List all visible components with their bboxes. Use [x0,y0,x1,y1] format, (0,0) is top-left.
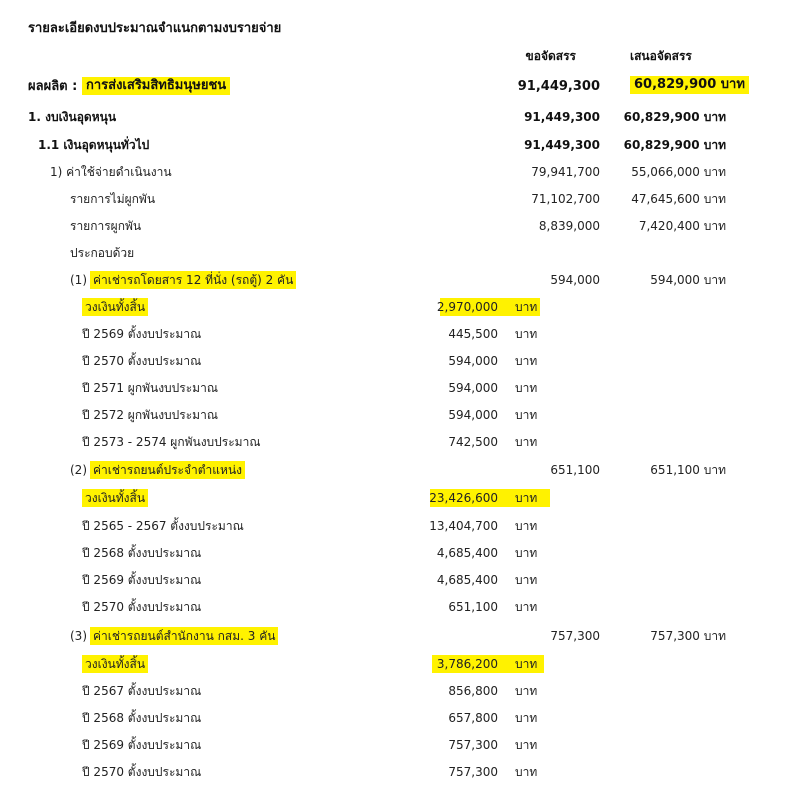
year-label: ปี 2570 ตั้งงบประมาณ [82,600,202,614]
year-amount: 757,300 [448,765,498,779]
item-prefix: (3) [70,629,87,643]
binding-label: รายการผูกพัน [70,219,142,233]
baht-unit: บาท [515,408,538,422]
year-label: ปี 2569 ตั้งงบประมาณ [82,573,202,587]
product-request: 91,449,300 [517,79,600,94]
operating-request: 79,941,700 [531,165,600,179]
year-amount: 651,100 [448,600,498,614]
non-binding-request: 71,102,700 [531,192,600,206]
invest-request: 91,449,300 [524,110,600,124]
year-label: ปี 2570 ตั้งงบประมาณ [82,765,202,779]
general-label: 1.1 เงินอุดหนุนทั่วไป [38,138,150,152]
non-binding-propose: 47,645,600 บาท [631,192,726,206]
year-amount: 594,000 [448,354,498,368]
baht-unit: บาท [515,491,538,505]
item-request: 757,300 [550,629,600,643]
general-propose: 60,829,900 บาท [623,138,726,152]
item-total-label: วงเงินทั้งสิ้น [82,655,148,673]
baht-unit: บาท [515,381,538,395]
item-propose: 651,100 บาท [650,463,726,477]
item-total-label: วงเงินทั้งสิ้น [82,298,148,316]
item-propose: 594,000 บาท [650,273,726,287]
year-amount: 856,800 [448,684,498,698]
page-title: รายละเอียดงบประมาณจำแนกตามงบรายจ่าย [28,21,282,36]
item-request: 651,100 [550,463,600,477]
year-amount: 742,500 [448,435,498,449]
baht-unit: บาท [515,546,538,560]
year-label: ปี 2572 ผูกพันงบประมาณ [82,408,218,422]
year-amount: 4,685,400 [436,546,498,560]
baht-unit: บาท [515,684,538,698]
invest-propose: 60,829,900 บาท [623,110,726,124]
item-total-label: วงเงินทั้งสิ้น [82,489,148,507]
year-amount: 4,685,400 [436,573,498,587]
consists-label: ประกอบด้วย [70,246,135,260]
item-total-amount: 3,786,200 [436,657,498,671]
baht-unit: บาท [515,765,538,779]
operating-propose: 55,066,000 บาท [631,165,726,179]
baht-unit: บาท [515,573,538,587]
year-label: ปี 2570 ตั้งงบประมาณ [82,354,202,368]
invest-label: 1. งบเงินอุดหนุน [28,110,117,124]
year-label: ปี 2569 ตั้งงบประมาณ [82,738,202,752]
item-name: ค่าเช่ารถโดยสาร 12 ที่นั่ง (รถตู้) 2 คัน [90,271,296,289]
baht-unit: บาท [515,711,538,725]
product-label: ผลผลิต : [28,79,78,94]
general-request: 91,449,300 [524,138,600,152]
non-binding-label: รายการไม่ผูกพัน [70,192,156,206]
year-amount: 757,300 [448,738,498,752]
item-propose: 757,300 บาท [650,629,726,643]
year-amount: 657,800 [448,711,498,725]
item-name: ค่าเช่ารถยนต์ประจำตำแหน่ง [90,461,245,479]
item-prefix: (1) [70,273,87,287]
baht-unit: บาท [515,600,538,614]
year-amount: 445,500 [448,327,498,341]
item-name: ค่าเช่ารถยนต์สำนักงาน กสม. 3 คัน [90,627,278,645]
binding-request: 8,839,000 [538,219,600,233]
baht-unit: บาท [515,519,538,533]
year-label: ปี 2567 ตั้งงบประมาณ [82,684,202,698]
baht-unit: บาท [515,435,538,449]
column-header-propose: เสนอจัดสรร [630,49,692,63]
baht-unit: บาท [515,354,538,368]
year-label: ปี 2568 ตั้งงบประมาณ [82,546,202,560]
baht-unit: บาท [515,657,538,671]
baht-unit: บาท [515,327,538,341]
year-amount: 594,000 [448,381,498,395]
year-label: ปี 2569 ตั้งงบประมาณ [82,327,202,341]
column-header-request: ขอจัดสรร [525,49,576,63]
year-amount: 594,000 [448,408,498,422]
item-request: 594,000 [550,273,600,287]
baht-unit: บาท [515,738,538,752]
year-label: ปี 2568 ตั้งงบประมาณ [82,711,202,725]
year-amount: 13,404,700 [429,519,498,533]
year-label: ปี 2573 - 2574 ผูกพันงบประมาณ [82,435,261,449]
baht-unit: บาท [515,300,538,314]
year-label: ปี 2571 ผูกพันงบประมาณ [82,381,218,395]
item-total-amount: 23,426,600 [429,491,498,505]
operating-label: 1) ค่าใช้จ่ายดำเนินงาน [50,165,172,179]
item-total-amount: 2,970,000 [436,300,498,314]
product-propose: 60,829,900 บาท [630,76,749,94]
year-label: ปี 2565 - 2567 ตั้งงบประมาณ [82,519,244,533]
binding-propose: 7,420,400 บาท [638,219,726,233]
item-prefix: (2) [70,463,87,477]
product-name: การส่งเสริมสิทธิมนุษยชน [82,77,230,95]
